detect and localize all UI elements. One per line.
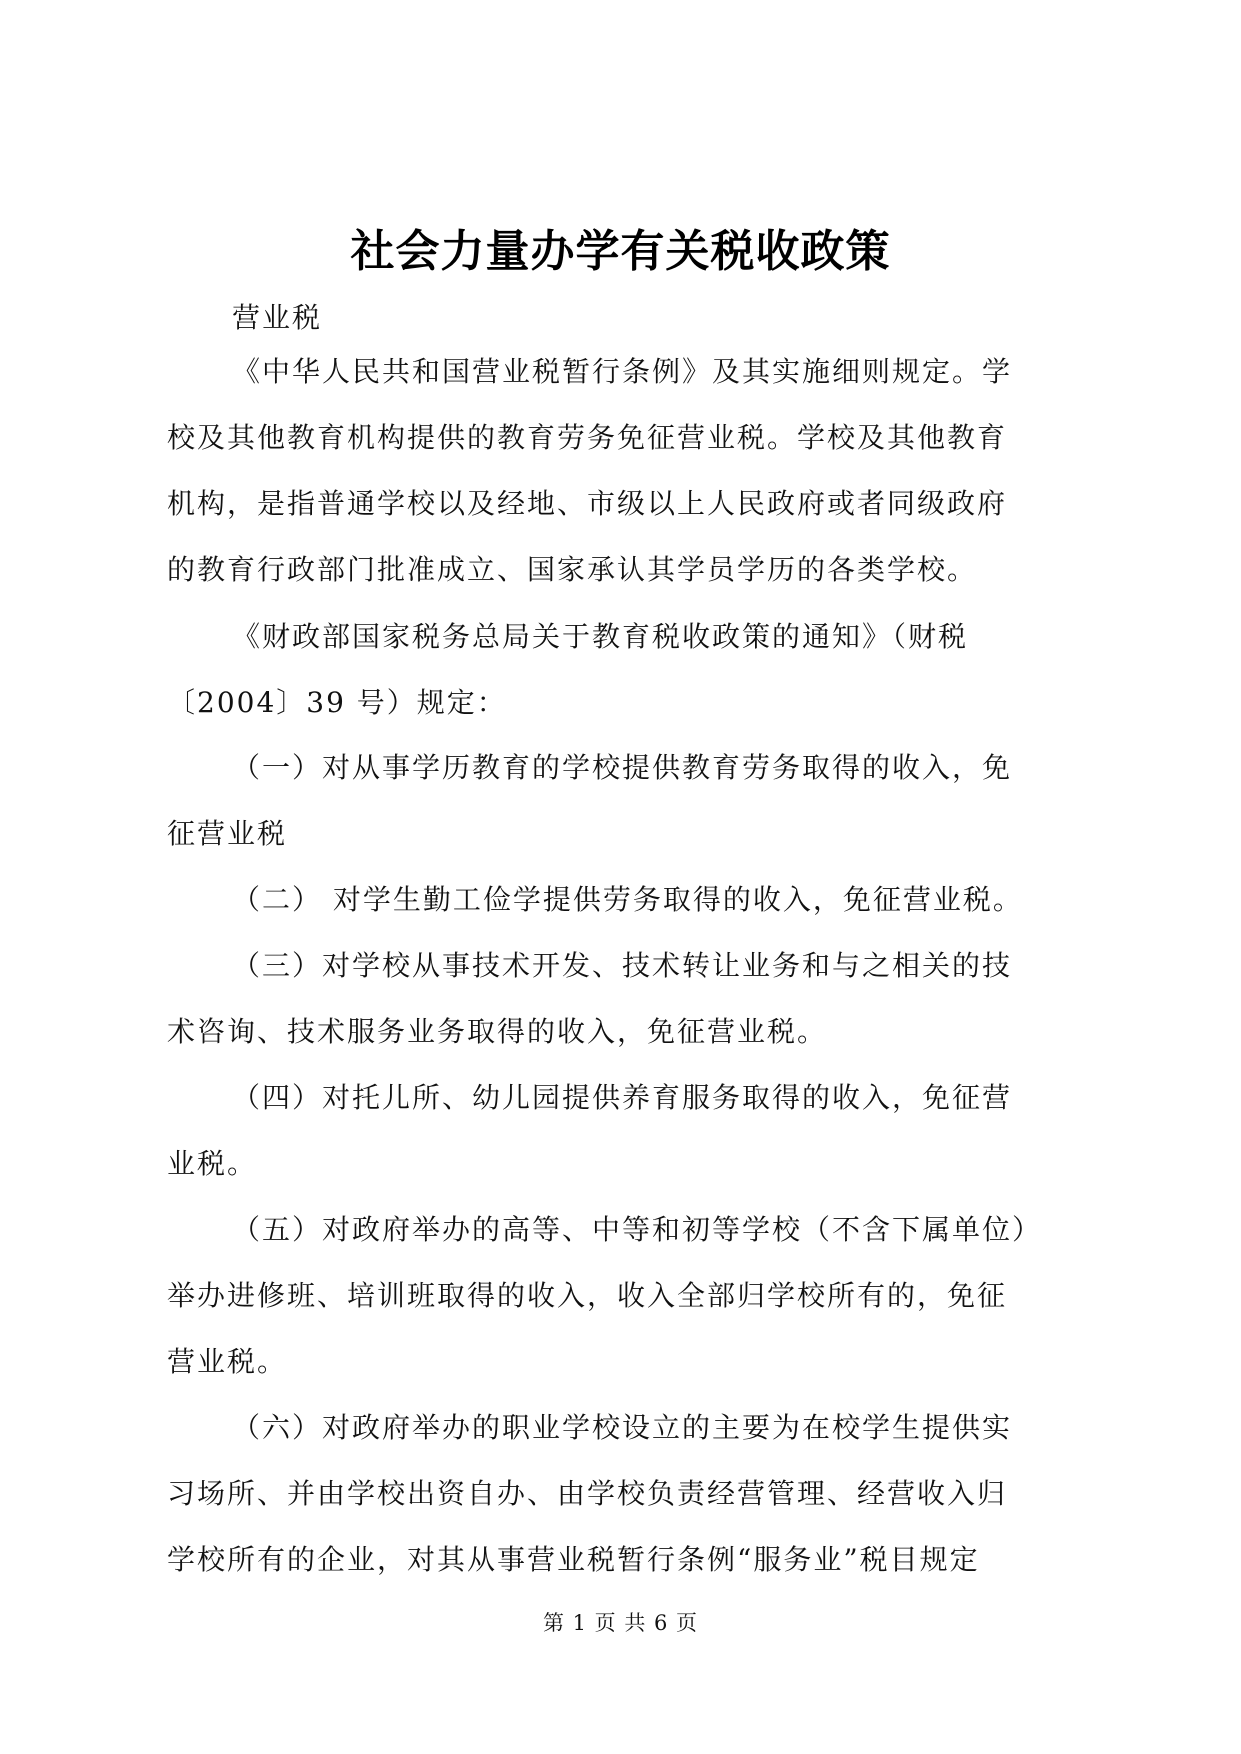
- document-title: 社会力量办学有关税收政策: [350, 226, 891, 277]
- paragraph-line: 机构，是指普通学校以及经地、市级以上人民政府或者同级政府: [167, 487, 1008, 520]
- paragraph-line: （一）对从事学历教育的学校提供教育劳务取得的收入，免: [232, 751, 1013, 784]
- page-footer: 第 1 页 共 6 页: [542, 1611, 699, 1635]
- paragraph-line: 征营业税: [167, 817, 288, 850]
- paragraph-line: 业税。: [167, 1147, 258, 1180]
- paragraph-line: 学校所有的企业，对其从事营业税暂行条例“服务业”税目规定: [167, 1543, 980, 1576]
- paragraph-line: （三）对学校从事技术开发、技术转让业务和与之相关的技: [232, 949, 1013, 982]
- paragraph-line: 举办进修班、培训班取得的收入，收入全部归学校所有的，免征: [167, 1279, 1008, 1312]
- paragraph-line: （四）对托儿所、幼儿园提供养育服务取得的收入，免征营: [232, 1081, 1013, 1114]
- paragraph-line: 〔2004〕39 号）规定：: [167, 686, 507, 719]
- section-heading: 营业税: [232, 301, 323, 334]
- paragraph-line: 的教育行政部门批准成立、国家承认其学员学历的各类学校。: [167, 553, 978, 586]
- paragraph-line: （五）对政府举办的高等、中等和初等学校（不含下属单位）: [232, 1213, 1043, 1246]
- paragraph-line: 校及其他教育机构提供的教育劳务免征营业税。学校及其他教育: [167, 421, 1008, 454]
- paragraph-line: （六）对政府举办的职业学校设立的主要为在校学生提供实: [232, 1411, 1013, 1444]
- paragraph-line: 《财政部国家税务总局关于教育税收政策的通知》（财税: [232, 620, 969, 653]
- paragraph-line: 营业税。: [167, 1345, 288, 1378]
- paragraph-line: 术咨询、技术服务业务取得的收入，免征营业税。: [167, 1015, 828, 1048]
- paragraph-line: （二） 对学生勤工俭学提供劳务取得的收入，免征营业税。: [232, 883, 1023, 916]
- paragraph-line: 习场所、并由学校出资自办、由学校负责经营管理、经营收入归: [167, 1477, 1008, 1510]
- paragraph-line: 《中华人民共和国营业税暂行条例》及其实施细则规定。学: [232, 355, 1013, 388]
